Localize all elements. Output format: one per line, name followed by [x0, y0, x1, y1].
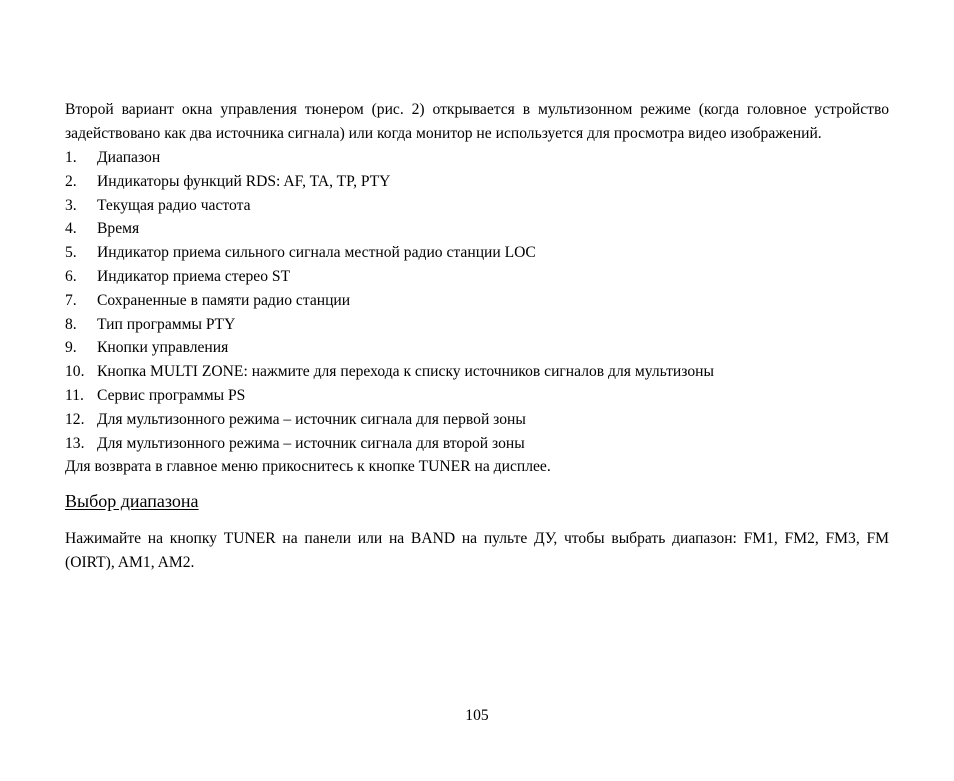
list-item: [65, 241, 889, 265]
list-item-text: Индикаторы функций RDS: AF, TA, TP, PTY: [97, 172, 391, 190]
section-heading: Выбор диапазона: [65, 491, 199, 512]
list-item: [65, 146, 889, 170]
list-item: [65, 194, 889, 218]
list-item: [65, 360, 889, 384]
list-item-text: Текущая радио частота: [97, 196, 251, 214]
list-item-text: Индикатор приема сильного сигнала местной радио станции LOC: [97, 244, 536, 262]
list-item-text: Для мультизонного режима – источник сигнала для первой зоны: [97, 410, 526, 428]
tuner-elements-list: [65, 146, 889, 455]
list-item-text: Кнопки управления: [97, 339, 229, 357]
list-item-number: 1.: [65, 149, 77, 166]
list-item-text: Кнопка MULTI ZONE: нажмите для перехода к списку источников сигналов для мультизоны: [97, 363, 714, 381]
list-item-text: Диапазон: [97, 149, 161, 166]
list-item: [65, 217, 889, 241]
list-item-text: Для мультизонного режима – источник сигнала для второй зоны: [97, 434, 525, 452]
list-item-number: 3.: [65, 196, 77, 214]
list-item: [65, 336, 889, 360]
list-item-text: Индикатор приема стерео ST: [97, 267, 291, 285]
list-item: [65, 408, 889, 432]
closing-paragraph: Для возврата в главное меню прикоснитесь к кнопке TUNER на дисплее.: [65, 458, 551, 476]
page-content: [65, 98, 889, 575]
list-item: [65, 289, 889, 313]
list-item-number: 10.: [65, 363, 85, 381]
list-item-number: 6.: [65, 267, 77, 285]
list-item-text: Сохраненные в памяти радио станции: [97, 291, 351, 309]
list-item: [65, 384, 889, 408]
page-number: 105: [465, 707, 489, 724]
list-item: [65, 432, 889, 456]
list-item-number: 8.: [65, 315, 77, 333]
list-item-number: 11.: [65, 386, 84, 404]
list-item-text: Тип программы PTY: [97, 315, 236, 333]
list-item-number: 9.: [65, 339, 77, 357]
list-item-text: Сервис программы PS: [97, 386, 246, 404]
section-body: Нажимайте на кнопку TUNER на панели или на BAND на пульте ДУ, чтобы выбрать диапазон: FM1, FM2, FM3, FM (OIRT), AM1, AM2.: [65, 530, 889, 572]
list-item-number: 4.: [65, 220, 77, 238]
list-item-number: 7.: [65, 291, 77, 309]
list-item-number: 5.: [65, 244, 77, 262]
list-item: [65, 265, 889, 289]
list-item: [65, 313, 889, 337]
list-item-number: 12.: [65, 410, 85, 428]
list-item-number: 13.: [65, 434, 85, 452]
list-item: [65, 170, 889, 194]
list-item-text: Время: [97, 220, 140, 238]
list-item-number: 2.: [65, 172, 77, 190]
intro-paragraph: Второй вариант окна управления тюнером (рис. 2) открывается в мультизонном режиме (когда головное устройство задействовано как два источника сигнала) или когда монитор не используется для просмотра видео изображений.: [65, 101, 889, 142]
